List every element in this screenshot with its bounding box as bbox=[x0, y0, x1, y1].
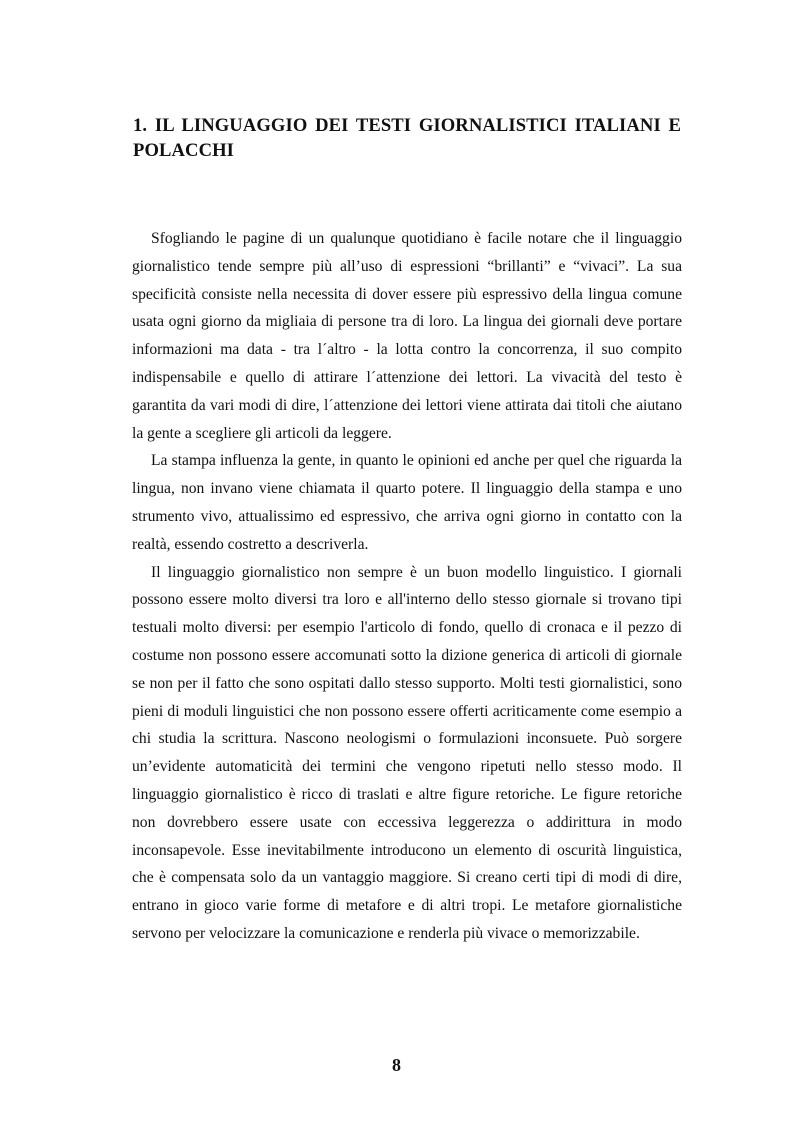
page-number: 8 bbox=[392, 1055, 401, 1075]
paragraph: La stampa influenza la gente, in quanto le opinioni ed anche per quel che riguarda la lingua, non invano viene chiamata il quarto potere. Il linguaggio della stampa e uno strumento vivo, attualissimo ed espressivo, che arriva ogni giorno in contatto con la realtà, essendo costretto a descriverla. bbox=[132, 452, 682, 553]
chapter-title: 1. IL LINGUAGGIO DEI TESTI GIORNALISTICI ITALIANI E POLACCHI bbox=[133, 115, 681, 161]
paragraph: Il linguaggio giornalistico non sempre è un buon modello linguistico. I giornali possono essere molto diversi tra loro e all'interno dello stesso giornale si trovano tipi testuali molto diversi: per esempio l'articolo di fondo, quello di cronaca e il pezzo di costume non possono essere accomunati sotto la dizione generica di articoli di giornale se non per il fatto che sono ospitati dallo stesso supporto. Molti testi giornalistici, sono pieni di moduli linguistici che non possono essere offerti acriticamente come esempio a chi studia la scrittura. Nascono neologismi o formulazioni inconsuete. Può sorgere un’evidente automaticità dei termini che vengono ripetuti nello stesso modo. Il linguaggio giornalistico è ricco di traslati e altre figure retoriche. Le figure retoriche non dovrebbero essere usate con eccessiva leggerezza o addirittura in modo inconsapevole. Esse inevitabilmente introducono un elemento di oscurità linguistica, che è compensata solo da un vantaggio maggiore. Si creano certi tipi di modi di dire, entrano in gioco varie forme di metafore e di altri tropi. Le metafore giornalistiche servono per velocizzare la comunicazione e renderla più vivace o memorizzabile. bbox=[132, 563, 682, 942]
paragraph: Sfogliando le pagine di un qualunque quotidiano è facile notare che il linguaggio giornalistico tende sempre più all’uso di espressioni “brillanti” e “vivaci”. La sua specificità consiste nella necessita di dover essere più espressivo della lingua comune usata ogni giorno da migliaia di persone tra di loro. La lingua dei giornali deve portare informazioni ma data - tra l´altro - la lotta contro la concorrenza, il suo compito indispensabile e quello di attirare l´attenzione dei lettori. La vivacità del testo è garantita da vari modi di dire, l´attenzione dei lettori viene attirata dai titoli che aiutano la gente a scegliere gli articoli da leggere. bbox=[132, 230, 682, 442]
body-text bbox=[132, 225, 682, 948]
